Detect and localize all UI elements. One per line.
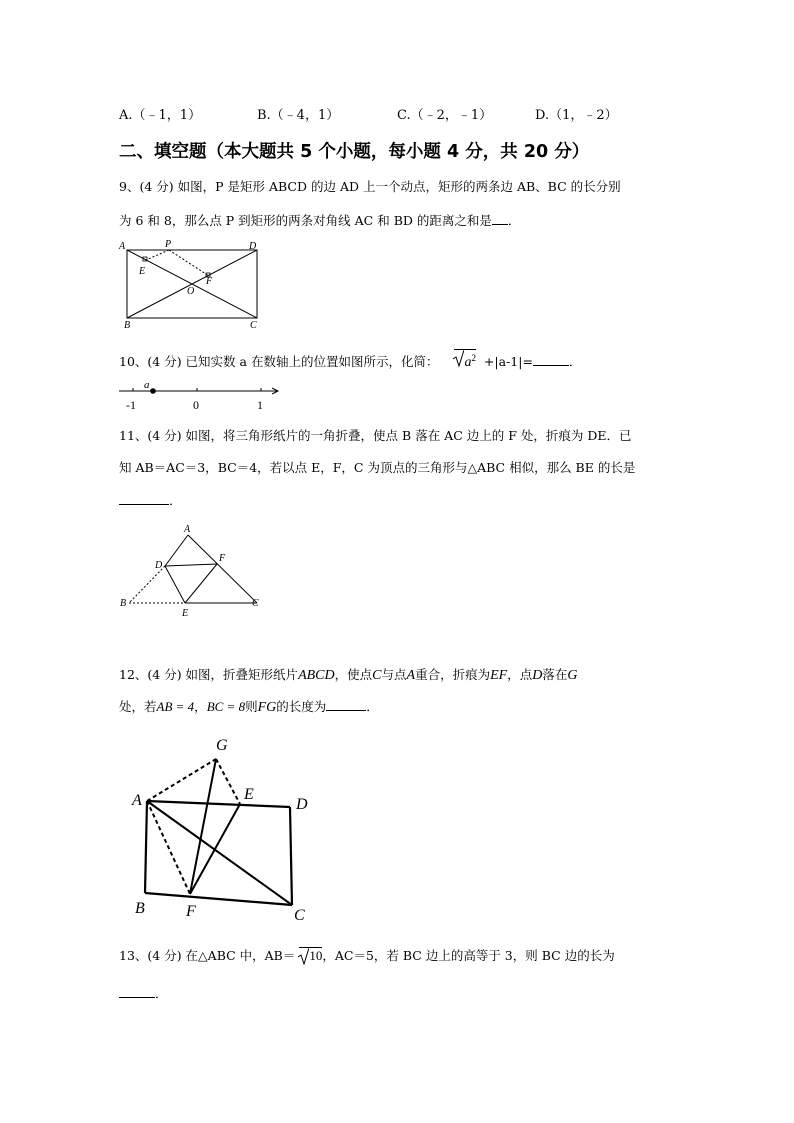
q9-label-e: E: [139, 266, 146, 277]
q12-label-e: E: [244, 786, 254, 803]
q12-text-5: ，点: [507, 667, 533, 682]
q10-exponent: 2: [471, 353, 476, 363]
q11-side-ad: [165, 535, 188, 566]
q12-eq-bc: BC = 8: [206, 699, 246, 714]
q12-sep: ，: [194, 699, 207, 714]
q12-end: ．: [366, 699, 379, 714]
q12-folded-rectangle-figure: [120, 733, 320, 925]
q11-label-e: E: [182, 608, 189, 619]
q9-line2: [119, 211, 520, 229]
q13-line2: [119, 984, 168, 1002]
q12-side-ad: [147, 801, 290, 807]
q12-var-ef: EF: [490, 668, 508, 683]
q11-segment-fe: [185, 564, 217, 603]
q13-radicand: 10: [309, 948, 323, 963]
q9-end: ．: [507, 213, 521, 228]
q12-text-3: 与点: [381, 667, 407, 682]
q11-end: ．: [169, 493, 182, 508]
q9-label-d: D: [249, 241, 257, 252]
q11-line3: [119, 491, 182, 509]
q12-side-ab: [145, 801, 147, 893]
q11-side-ac: [188, 535, 257, 603]
q12-label-c: C: [294, 907, 305, 924]
q9-line2-text: 为 6 和 8，那么点 P 到矩形的两条对角线 AC 和 BD 的距离之和是: [119, 213, 492, 228]
q10-tick-label-neg1: -1: [126, 398, 136, 412]
q10-tick-label-1: 1: [257, 398, 263, 412]
q11-triangle-figure: [115, 520, 275, 620]
q11-label-c: C: [252, 598, 259, 609]
q12-text-8: 则: [245, 699, 258, 714]
q13-radical-sign: [297, 947, 309, 965]
q13-line1: [119, 946, 615, 964]
q12-dashed-ge: [216, 759, 240, 804]
q12-var-fg: FG: [257, 700, 277, 715]
q12-label-d: D: [296, 796, 308, 813]
q11-label-f: F: [219, 553, 226, 564]
q13-answer-blank: [119, 985, 155, 998]
q11-label-a: A: [184, 524, 191, 535]
q13-end: ．: [155, 986, 168, 1001]
q10-number-line-figure: [115, 378, 285, 414]
option-d: D.（1，﹣2）: [535, 108, 618, 123]
q13-sqrt: [299, 947, 322, 964]
q11-line2: 知 AB＝AC＝3，BC＝4，若以点 E，F，C 为顶点的三角形与△ABC 相似，那么 BE 的长是: [119, 460, 636, 475]
option-b: B.（﹣4，1）: [257, 108, 340, 123]
q12-label-b: B: [135, 900, 145, 917]
q12-dashed-af: [147, 801, 190, 894]
q12-text-6: 落在: [542, 667, 568, 682]
q12-var-c: C: [372, 668, 382, 683]
q9-pf-dashed: [169, 250, 209, 276]
q10-answer-blank: [533, 353, 569, 366]
q11-line1: 11、(4 分) 如图，将三角形纸片的一角折叠，使点 B 落在 AC 边上的 F 处，折痕为 DE．已: [119, 428, 632, 443]
q10-line: [119, 349, 581, 371]
option-a: A.（﹣1，1）: [119, 108, 202, 123]
q11-segment-df: [165, 564, 217, 566]
q12-eq-ab: AB = 4: [156, 699, 195, 714]
q12-segment-gf: [190, 759, 216, 894]
q9-label-a: A: [119, 241, 126, 252]
q12-dashed-ag: [147, 759, 216, 801]
q12-text-4: 重合，折痕为: [415, 667, 491, 682]
q10-mid: +|a-1|=: [483, 354, 533, 370]
q9-line1: 9、(4 分) 如图，P 是矩形 ABCD 的边 AD 上一个动点，矩形的两条边 AB、BC 的长分别: [119, 179, 621, 194]
q12-label-g: G: [216, 737, 228, 754]
q10-label-a: a: [144, 379, 150, 391]
q10-tick-label-0: 0: [193, 398, 199, 412]
q10-prefix: 10、(4 分) 已知实数 a 在数轴上的位置如图所示，化简：: [119, 354, 439, 370]
q12-var-d: D: [532, 668, 543, 683]
q9-label-b: B: [124, 320, 131, 330]
q12-var-abcd: ABCD: [298, 668, 335, 683]
q12-text-7: 处，若: [119, 699, 157, 714]
q9-answer-blank: [492, 212, 508, 225]
q9-label-f: F: [206, 276, 213, 287]
q10-radical-sign: [452, 349, 464, 367]
q12-side-dc: [290, 807, 292, 905]
q13-prefix: 13、(4 分) 在△ABC 中，AB＝: [119, 948, 296, 963]
q12-line2: [119, 697, 379, 716]
q11-fold-de: [165, 566, 185, 603]
q13-mid: ，AC＝5，若 BC 边上的高等于 3，则 BC 边的长为: [322, 948, 615, 963]
q12-side-bc: [145, 893, 292, 905]
q12-fold-ef: [190, 804, 240, 894]
q12-var-g: G: [567, 668, 578, 683]
q12-label-a: A: [132, 792, 142, 809]
q10-point-a: [150, 388, 156, 394]
q10-sqrt: [454, 349, 476, 371]
q9-label-p: P: [165, 239, 172, 250]
q12-answer-blank: [326, 698, 366, 711]
q12-text-2: ，使点: [334, 667, 373, 682]
section-title: 二、填空题（本大题共 5 个小题，每小题 4 分，共 20 分）: [119, 142, 590, 162]
q12-line1: [119, 665, 577, 684]
q10-radicand: a: [464, 355, 472, 371]
q9-label-c: C: [250, 320, 257, 330]
q12-label-f: F: [186, 903, 196, 920]
option-c: C.（﹣2，﹣1）: [397, 108, 493, 123]
q9-rectangle-figure: [115, 238, 275, 330]
q11-dashed-db: [129, 566, 165, 603]
q11-label-d: D: [155, 560, 163, 571]
q12-text-1: 12、(4 分) 如图，折叠矩形纸片: [119, 667, 299, 682]
q11-label-b: B: [120, 598, 127, 609]
q10-end: ．: [568, 354, 582, 370]
q11-answer-blank: [119, 492, 169, 505]
q9-pe-dashed: [146, 250, 169, 260]
q9-label-o: O: [187, 286, 195, 297]
q12-text-9: 的长度为: [276, 699, 327, 714]
q12-var-a: A: [406, 668, 416, 683]
q12-diagonal-ac: [147, 801, 292, 905]
